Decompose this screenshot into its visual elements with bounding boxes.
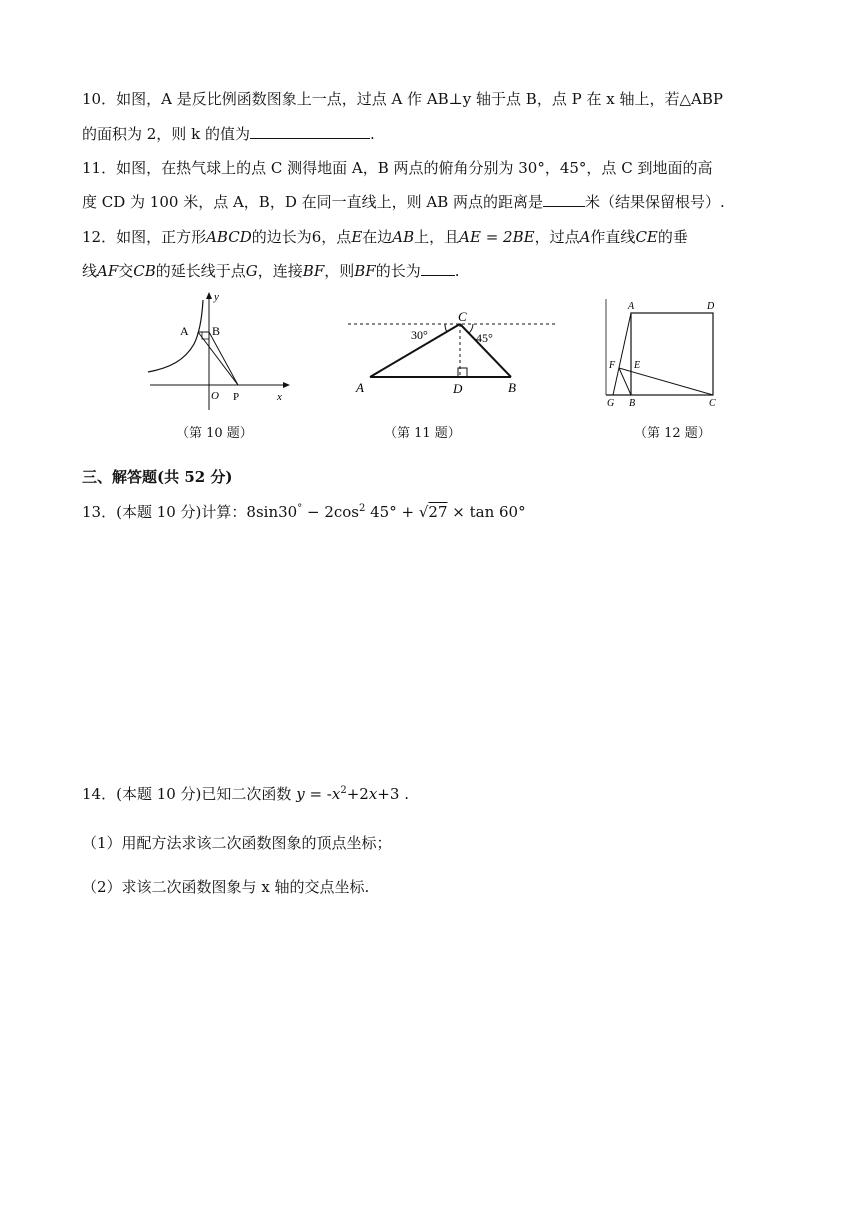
q12-math: E: [351, 228, 363, 246]
label-c: C: [458, 309, 467, 324]
q10-answer-blank: [250, 123, 370, 139]
q12-line2: [82, 260, 459, 282]
q12-text: .: [454, 262, 460, 280]
q10-line2-end: .: [369, 125, 375, 143]
q12-math: AE = 2BE: [459, 228, 535, 246]
label-y: y: [214, 291, 219, 303]
label-b: B: [212, 324, 221, 338]
q10-line2: [82, 123, 375, 145]
q14-func: +2: [346, 785, 369, 803]
right-angle-mark: [458, 368, 467, 377]
q14-func: 2: [340, 785, 347, 796]
q12-math: CE: [635, 228, 658, 246]
section-title: 三、解答题(共 52 分): [82, 468, 233, 486]
q13-expr: °: [297, 503, 303, 514]
q12-answer-blank: [421, 260, 455, 276]
q12-text: 作直线: [590, 228, 636, 246]
hyperbola-curve: [148, 300, 203, 372]
figure-12: [600, 295, 730, 410]
angle-30-arc: [445, 324, 447, 332]
q11-line2-end: 米（结果保留根号）.: [585, 193, 725, 211]
q12-math: AF: [97, 262, 119, 280]
q12-math: 6: [311, 228, 322, 246]
q11-line2: [82, 191, 725, 213]
q12-text: ，则: [324, 262, 355, 280]
label-c: C: [709, 398, 716, 409]
q12-math: A: [579, 228, 591, 246]
q14-part2: （2）求该二次函数图象与 x 轴的交点坐标.: [82, 878, 370, 896]
label-g: G: [607, 398, 615, 409]
label-45: 45°: [476, 331, 493, 345]
q12-line1: [82, 226, 688, 248]
segment-ap: [198, 332, 238, 385]
q14-part1: （1）用配方法求该二次函数图象的顶点坐标；: [82, 834, 392, 852]
label-d: D: [453, 381, 463, 396]
q12-text: ，过点: [534, 228, 580, 246]
square-abcd: [631, 313, 713, 395]
q10-line1: 10．如图，A 是反比例函数图象上一点，过点 A 作 AB⊥y 轴于点 B，点 P 在 x 轴上，若△ABP: [82, 90, 723, 108]
segment-bp: [209, 332, 238, 385]
q12-text: 的边长为: [251, 228, 312, 246]
label-x: x: [277, 391, 282, 403]
q14-func: y: [296, 785, 305, 803]
q13-expr: 8sin30: [246, 503, 298, 521]
q12-text: ，连接: [257, 262, 303, 280]
segment-cf: [619, 368, 713, 395]
q12-math: ABCD: [206, 228, 252, 246]
q12-text: ，点: [321, 228, 352, 246]
q12-text: 在边: [362, 228, 393, 246]
q12-text: 12．如图，正方形: [82, 228, 207, 246]
q13-expr: 2: [359, 503, 366, 514]
figure-10-caption: （第 10 题）: [176, 426, 253, 441]
label-a: A: [356, 380, 364, 395]
q12-math: CB: [133, 262, 156, 280]
label-p: P: [233, 391, 240, 403]
figure-11-caption: （第 11 题）: [384, 426, 461, 441]
q12-text: 的延长线于点: [155, 262, 246, 280]
label-a: A: [628, 301, 635, 312]
q14-line: [82, 783, 409, 805]
x-axis-arrow: [283, 382, 290, 388]
q12-text: 的长为: [375, 262, 421, 280]
q14-func: .: [399, 785, 409, 803]
q11-line2-text: 度 CD 为 100 米，点 A，B，D 在同一直线上，则 AB 两点的距离是: [82, 193, 544, 211]
segment-bf: [619, 368, 631, 395]
q12-math: BF: [354, 262, 376, 280]
q13-expr: 45° +: [365, 503, 419, 521]
label-a: A: [180, 324, 189, 338]
figure-10: [140, 288, 300, 413]
q13-line: [82, 501, 526, 523]
sqrt-symbol: √: [418, 503, 429, 521]
q14-prefix: 14．(本题 10 分)已知二次函数: [82, 785, 297, 803]
q14-func: x: [368, 785, 378, 803]
q11-answer-blank: [543, 191, 585, 207]
q12-math: AB: [392, 228, 415, 246]
q13-prefix: 13．(本题 10 分)计算：: [82, 503, 247, 521]
segment-ag: [613, 313, 631, 395]
q12-text: 的垂: [657, 228, 688, 246]
q14-func: +3: [377, 785, 400, 803]
q14-func: = -: [304, 785, 332, 803]
q12-text: 线: [82, 262, 98, 280]
label-f: F: [609, 360, 616, 371]
label-d: D: [707, 301, 715, 312]
label-30: 30°: [411, 328, 428, 342]
q14-func: x: [331, 785, 341, 803]
figure-11: [345, 305, 560, 400]
y-axis-arrow: [206, 292, 212, 299]
label-e: E: [634, 360, 641, 371]
q12-text: 上，且: [414, 228, 460, 246]
label-b: B: [508, 380, 516, 395]
q12-math: BF: [302, 262, 325, 280]
q13-radicand: 27: [428, 503, 448, 521]
q13-expr: − 2cos: [302, 503, 359, 521]
q13-expr: × tan 60°: [447, 503, 526, 521]
figure-12-caption: （第 12 题）: [634, 426, 711, 441]
label-b: B: [629, 398, 636, 409]
angle-45-arc: [469, 324, 473, 333]
q12-math: G: [245, 262, 258, 280]
q10-line2-text: 的面积为 2，则 k 的值为: [82, 125, 250, 143]
q12-text: 交: [118, 262, 134, 280]
q11-line1: 11．如图，在热气球上的点 C 测得地面 A，B 两点的俯角分别为 30°，45°，点 C 到地面的高: [82, 159, 713, 177]
label-o: O: [211, 390, 219, 402]
